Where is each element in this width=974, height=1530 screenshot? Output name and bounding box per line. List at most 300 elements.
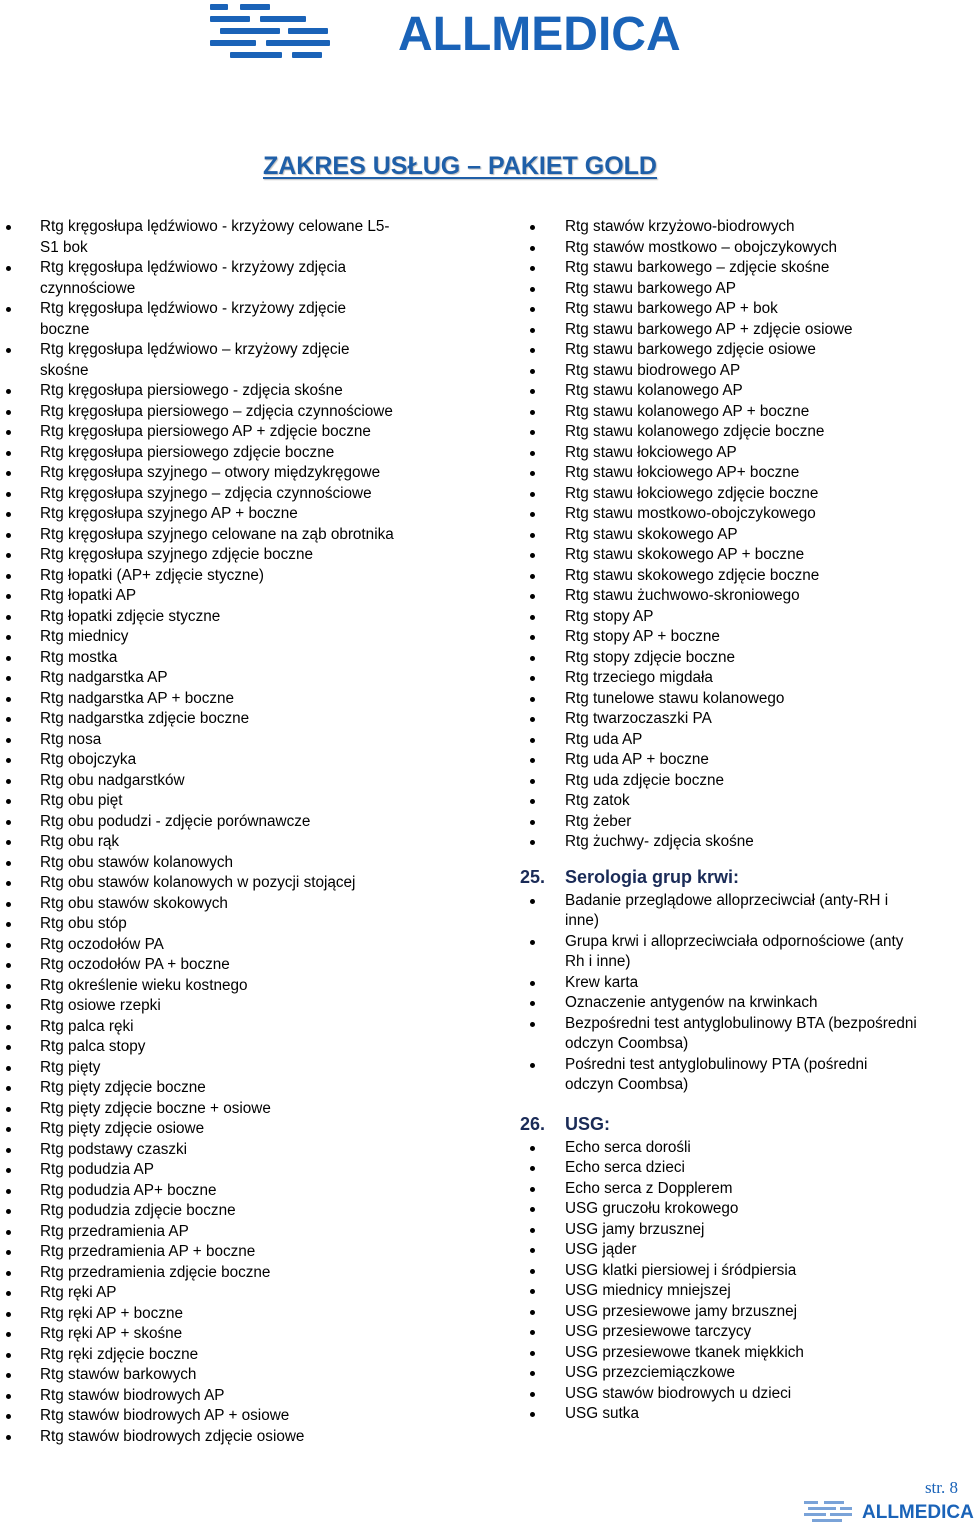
bullet-icon — [6, 1414, 11, 1419]
bullet-icon — [6, 1045, 11, 1050]
list-item — [520, 750, 960, 771]
list-item-text: Rtg łopatki zdjęcie styczne — [40, 607, 221, 625]
list-item-text: Rtg ręki AP + skośne — [40, 1325, 183, 1342]
bullet-icon — [530, 1022, 535, 1027]
bullet-icon — [6, 451, 11, 456]
list-item — [0, 812, 450, 833]
list-item — [520, 1158, 960, 1179]
list-item — [0, 504, 450, 525]
list-item-text: Rtg osiowe rzepki — [40, 997, 161, 1014]
bullet-icon — [530, 410, 535, 415]
list-item-text: Rtg nadgarstka zdjęcie boczne — [40, 710, 250, 727]
list-item-text: Rtg nosa — [40, 730, 102, 748]
footer-logo — [804, 1500, 974, 1526]
rtg-list-left — [0, 217, 450, 1447]
list-item — [0, 730, 450, 751]
bullet-icon — [530, 1392, 535, 1397]
list-item — [520, 1179, 960, 1200]
bullet-icon — [530, 758, 535, 763]
list-item-text: Rtg mostka — [40, 648, 118, 666]
list-item — [520, 258, 960, 279]
list-item-text: Rtg stopy zdjęcie boczne — [565, 648, 736, 666]
list-item-text: Rtg podudzia AP+ boczne — [40, 1181, 217, 1199]
list-item — [0, 1058, 450, 1079]
list-item-text: Rtg kręgosłupa lędźwiowo - krzyżowy zdjęcie boczne — [40, 300, 347, 338]
list-item — [0, 1078, 450, 1099]
bullet-icon — [530, 981, 535, 986]
list-item-text: Rtg stawów mostkowo – obojczykowych — [565, 238, 838, 256]
list-item — [520, 545, 960, 566]
logo-mark-icon — [210, 2, 340, 66]
list-item — [520, 607, 960, 628]
list-item — [0, 1324, 450, 1345]
list-item — [520, 668, 960, 689]
list-item — [520, 320, 960, 341]
bullet-icon — [530, 799, 535, 804]
bullet-icon — [6, 225, 11, 230]
list-item — [0, 1119, 450, 1140]
list-item-text: Rtg stawu żuchwowo-skroniowego — [565, 587, 800, 604]
list-item — [0, 1222, 450, 1243]
bullet-icon — [6, 840, 11, 845]
bullet-icon — [530, 1310, 535, 1315]
list-item-text: USG miednicy mniejszej — [565, 1282, 731, 1299]
bullet-icon — [6, 758, 11, 763]
list-item-text: Rtg stawu biodrowego AP — [565, 361, 741, 379]
section-heading — [520, 1114, 960, 1135]
bullet-icon — [530, 1063, 535, 1068]
list-item — [520, 993, 960, 1014]
list-item-text: Rtg stawu łokciowego AP+ boczne — [565, 464, 800, 481]
list-item-text: Rtg stawu kolanowego zdjęcie boczne — [565, 423, 825, 440]
bullet-icon — [530, 940, 535, 945]
list-item — [520, 1055, 960, 1096]
section-heading — [520, 867, 960, 888]
list-item — [0, 1283, 450, 1304]
list-item-text: Rtg stawów biodrowych AP + osiowe — [40, 1407, 290, 1424]
bullet-icon — [530, 512, 535, 517]
list-item — [520, 566, 960, 587]
list-item — [520, 484, 960, 505]
list-item-text: Rtg stawu mostkowo-obojczykowego — [565, 505, 816, 522]
list-item-text: Rtg uda AP + boczne — [565, 751, 709, 768]
bullet-icon — [530, 1207, 535, 1212]
list-item-text: Rtg stawu barkowego – zdjęcie skośne — [565, 259, 830, 276]
bullet-icon — [530, 307, 535, 312]
list-item-text: Pośredni test antyglobulinowy PTA (pośredni odczyn Coombsa) — [565, 1055, 868, 1093]
bullet-icon — [6, 574, 11, 579]
list-item-text: Rtg podudzia AP — [40, 1161, 154, 1178]
list-item — [520, 932, 960, 973]
list-item-text: Rtg obu stawów kolanowych w pozycji stojącej — [40, 874, 356, 891]
list-item-text: Rtg pięty zdjęcie osiowe — [40, 1120, 205, 1137]
list-item-text: Rtg przedramienia AP — [40, 1222, 189, 1240]
list-item-text: Rtg kręgosłupa szyjnego – zdjęcia czynnościowe — [40, 484, 372, 502]
list-item-text: Grupa krwi i alloprzeciwciała odpornościowe (anty Rh i inne) — [565, 932, 904, 970]
bullet-icon — [530, 1351, 535, 1356]
list-item-text: Rtg kręgosłupa piersiowego – zdjęcia czynnościowe — [40, 402, 393, 420]
list-item-text: Rtg kręgosłupa szyjnego celowane na ząb obrotnika — [40, 525, 394, 543]
footer-logo-mark-icon — [804, 1500, 854, 1526]
list-item — [0, 1201, 450, 1222]
list-item — [520, 217, 960, 238]
list-item — [0, 1263, 450, 1284]
list-item — [520, 1302, 960, 1323]
bullet-icon — [530, 287, 535, 292]
bullet-icon — [530, 348, 535, 353]
list-item-text: Badanie przeglądowe alloprzeciwciał (anty-RH i inne) — [565, 891, 889, 929]
list-item-text: Rtg tunelowe stawu kolanowego — [565, 689, 785, 707]
list-item — [0, 750, 450, 771]
list-item — [520, 832, 960, 853]
bullet-icon — [6, 1394, 11, 1399]
bullet-icon — [6, 1230, 11, 1235]
list-item — [0, 1242, 450, 1263]
bullet-icon — [6, 676, 11, 681]
list-item-text: Rtg ręki AP + boczne — [40, 1304, 183, 1322]
list-item — [0, 914, 450, 935]
bullet-icon — [530, 1371, 535, 1376]
list-item-text: Rtg stawu barkowego AP + zdjęcie osiowe — [565, 320, 853, 338]
brand-name: ALLMEDICA — [398, 7, 681, 61]
list-item-text: Rtg stawu skokowego zdjęcie boczne — [565, 566, 820, 584]
bullet-icon — [6, 471, 11, 476]
list-item — [0, 1037, 450, 1058]
list-item — [0, 648, 450, 669]
bullet-icon — [6, 1435, 11, 1440]
list-item — [0, 586, 450, 607]
bullet-icon — [6, 594, 11, 599]
list-item — [0, 566, 450, 587]
list-item — [520, 279, 960, 300]
list-item — [0, 1304, 450, 1325]
list-item-text: Rtg przedramienia zdjęcie boczne — [40, 1263, 271, 1281]
bullet-icon — [530, 738, 535, 743]
list-item-text: Rtg obu stawów kolanowych — [40, 853, 234, 871]
list-item-text: Rtg stawów biodrowych zdjęcie osiowe — [40, 1427, 305, 1445]
list-item — [0, 1386, 450, 1407]
bullet-icon — [530, 266, 535, 271]
bullet-icon — [6, 1107, 11, 1112]
bullet-icon — [530, 697, 535, 702]
list-item-text: Rtg stawu kolanowego AP + boczne — [565, 402, 810, 420]
list-item — [0, 668, 450, 689]
bullet-icon — [6, 943, 11, 948]
allmedica-logo — [210, 2, 681, 66]
bullet-icon — [6, 1127, 11, 1132]
list-item — [0, 832, 450, 853]
list-item — [0, 422, 450, 443]
bullet-icon — [6, 1066, 11, 1071]
section-number: 25. — [520, 866, 546, 887]
bullet-icon — [530, 471, 535, 476]
list-item-text: USG przesiewowe tarczycy — [565, 1323, 752, 1340]
list-item-text: Krew karta — [565, 973, 639, 991]
list-item — [0, 996, 450, 1017]
list-item-text: Rtg stawów barkowych — [40, 1366, 197, 1383]
list-item-text: Rtg kręgosłupa szyjnego zdjęcie boczne — [40, 546, 313, 563]
list-item — [520, 381, 960, 402]
sections — [520, 867, 960, 1425]
bullet-icon — [6, 492, 11, 497]
list-item — [0, 299, 450, 340]
bullet-icon — [530, 389, 535, 394]
bullet-icon — [530, 451, 535, 456]
list-item-text: Rtg kręgosłupa piersiowego AP + zdjęcie boczne — [40, 423, 371, 440]
list-item — [0, 689, 450, 710]
list-item-text: Rtg stawów biodrowych AP — [40, 1386, 225, 1404]
bullet-icon — [530, 1412, 535, 1417]
list-item — [0, 463, 450, 484]
list-item — [520, 443, 960, 464]
list-item-text: Rtg stawu skokowego AP — [565, 525, 738, 543]
bullet-icon — [6, 779, 11, 784]
page-number: str. 8 — [924, 1478, 958, 1497]
bullet-icon — [6, 1332, 11, 1337]
list-item-text: Rtg stawu skokowego AP + boczne — [565, 546, 805, 563]
bullet-icon — [6, 1353, 11, 1358]
list-item-text: Rtg uda AP — [565, 730, 643, 748]
list-item — [0, 1099, 450, 1120]
list-item — [0, 443, 450, 464]
bullet-icon — [6, 410, 11, 415]
bullet-icon — [6, 430, 11, 435]
list-item — [520, 1220, 960, 1241]
bullet-icon — [530, 899, 535, 904]
left-column — [0, 217, 450, 1447]
bullet-icon — [530, 676, 535, 681]
bullet-icon — [6, 697, 11, 702]
list-item-text: Oznaczenie antygenów na krwinkach — [565, 994, 818, 1011]
bullet-icon — [530, 369, 535, 374]
section-number: 26. — [520, 1113, 546, 1134]
section-list — [520, 1138, 960, 1425]
list-item-text: Rtg pięty — [40, 1058, 101, 1076]
list-item-text: Rtg zatok — [565, 792, 630, 809]
bullet-icon — [530, 430, 535, 435]
list-item — [0, 1345, 450, 1366]
page-title: ZAKRES USŁUG – PAKIET GOLD — [262, 152, 657, 180]
list-item — [0, 402, 450, 423]
bullet-icon — [6, 984, 11, 989]
list-item-text: Rtg uda zdjęcie boczne — [565, 771, 725, 789]
list-item-text: Rtg podstawy czaszki — [40, 1140, 188, 1158]
bullet-icon — [6, 553, 11, 558]
section-title: Serologia grup krwi: — [565, 866, 740, 887]
list-item-text: Rtg kręgosłupa szyjnego – otwory międzykręgowe — [40, 464, 381, 481]
bullet-icon — [6, 963, 11, 968]
bullet-icon — [6, 861, 11, 866]
list-item-text: Rtg kręgosłupa lędźwiowo - krzyżowy celowane L5- S1 bok — [40, 218, 390, 256]
list-item-text: Rtg palca stopy — [40, 1038, 146, 1055]
list-item — [520, 973, 960, 994]
list-item-text: Rtg obu podudzi - zdjęcie porównawcze — [40, 812, 311, 830]
bullet-icon — [6, 307, 11, 312]
list-item — [520, 1138, 960, 1159]
list-item — [0, 607, 450, 628]
bullet-icon — [530, 820, 535, 825]
bullet-icon — [6, 1189, 11, 1194]
bullet-icon — [530, 1166, 535, 1171]
list-item — [520, 402, 960, 423]
bullet-icon — [6, 1250, 11, 1255]
bullet-icon — [6, 1373, 11, 1378]
bullet-icon — [6, 881, 11, 886]
list-item-text: Rtg miednicy — [40, 628, 129, 645]
bullet-icon — [6, 656, 11, 661]
list-item-text: Rtg stawu barkowego zdjęcie osiowe — [565, 341, 816, 358]
list-item — [520, 340, 960, 361]
list-item — [0, 484, 450, 505]
list-item-text: Rtg stopy AP + boczne — [565, 628, 720, 645]
bullet-icon — [530, 1248, 535, 1253]
list-item-text: USG stawów biodrowych u dzieci — [565, 1384, 792, 1402]
list-item — [0, 771, 450, 792]
bullet-icon — [6, 820, 11, 825]
list-item — [0, 853, 450, 874]
bullet-icon — [6, 717, 11, 722]
bullet-icon — [530, 615, 535, 620]
bullet-icon — [6, 512, 11, 517]
list-item — [520, 299, 960, 320]
bullet-icon — [6, 1271, 11, 1276]
list-item — [0, 873, 450, 894]
bullet-icon — [530, 1330, 535, 1335]
bullet-icon — [6, 615, 11, 620]
list-item-text: USG przesiewowe tkanek miękkich — [565, 1343, 804, 1361]
bullet-icon — [6, 348, 11, 353]
list-item-text: Rtg stawów krzyżowo-biodrowych — [565, 218, 795, 235]
list-item — [520, 238, 960, 259]
footer-brand: ALLMEDICA — [862, 1502, 974, 1523]
list-item — [520, 730, 960, 751]
list-item-text: Rtg twarzoczaszki PA — [565, 710, 712, 727]
bullet-icon — [530, 328, 535, 333]
list-item-text: Rtg łopatki (AP+ zdjęcie styczne) — [40, 566, 265, 584]
list-item — [520, 648, 960, 669]
bullet-icon — [530, 594, 535, 599]
list-item-text: Rtg stopy AP — [565, 607, 654, 625]
list-item-text: Rtg kręgosłupa szyjnego AP + boczne — [40, 505, 298, 522]
list-item — [520, 1014, 960, 1055]
list-item-text: USG przezciemiączkowe — [565, 1364, 736, 1381]
list-item — [0, 1160, 450, 1181]
list-item — [520, 422, 960, 443]
list-item-text: Rtg kręgosłupa lędźwiowo - krzyżowy zdjęcia czynnościowe — [40, 259, 347, 297]
list-item-text: Rtg kręgosłupa lędźwiowo – krzyżowy zdjęcie skośne — [40, 341, 350, 379]
bullet-icon — [6, 1086, 11, 1091]
list-item — [520, 504, 960, 525]
bullet-icon — [6, 1312, 11, 1317]
list-item-text: Rtg oczodołów PA + boczne — [40, 956, 230, 973]
bullet-icon — [530, 1289, 535, 1294]
list-item-text: Rtg żuchwy- zdjęcia skośne — [565, 833, 754, 850]
bullet-icon — [530, 1146, 535, 1151]
list-item — [0, 627, 450, 648]
list-item — [520, 1240, 960, 1261]
list-item — [0, 340, 450, 381]
bullet-icon — [6, 389, 11, 394]
list-item-text: Rtg obu pięt — [40, 792, 123, 809]
list-item — [520, 1322, 960, 1343]
list-item — [0, 709, 450, 730]
section-list — [520, 891, 960, 1096]
bullet-icon — [530, 656, 535, 661]
list-item — [0, 381, 450, 402]
list-item-text: Rtg stawu łokciowego zdjęcie boczne — [565, 484, 819, 502]
bullet-icon — [530, 635, 535, 640]
list-item — [520, 586, 960, 607]
list-item-text: Rtg przedramienia AP + boczne — [40, 1243, 256, 1260]
list-item-text: Rtg obojczyka — [40, 751, 137, 768]
rtg-list-right — [520, 217, 960, 853]
list-item-text: Rtg stawu łokciowego AP — [565, 443, 737, 461]
list-item — [520, 1404, 960, 1425]
list-item — [520, 525, 960, 546]
list-item — [0, 1406, 450, 1427]
list-item — [520, 627, 960, 648]
list-item-text: USG przesiewowe jamy brzusznej — [565, 1302, 798, 1320]
list-item — [520, 1384, 960, 1405]
bullet-icon — [530, 574, 535, 579]
bullet-icon — [6, 533, 11, 538]
list-item — [0, 545, 450, 566]
list-item-text: Rtg łopatki AP — [40, 587, 137, 604]
bullet-icon — [6, 1209, 11, 1214]
list-item-text: Rtg kręgosłupa piersiowego - zdjęcia skośne — [40, 382, 343, 399]
bullet-icon — [6, 635, 11, 640]
list-item-text: Rtg trzeciego migdała — [565, 669, 713, 686]
right-column — [520, 217, 960, 1425]
bullet-icon — [530, 225, 535, 230]
list-item-text: Echo serca dorośli — [565, 1138, 691, 1156]
list-item — [0, 1427, 450, 1448]
list-item-text: Rtg obu stawów skokowych — [40, 894, 228, 912]
bullet-icon — [6, 266, 11, 271]
list-item — [0, 1017, 450, 1038]
list-item-text: Rtg ręki AP — [40, 1284, 117, 1301]
list-item-text: Echo serca z Dopplerem — [565, 1179, 733, 1197]
bullet-icon — [6, 1148, 11, 1153]
list-item — [0, 1140, 450, 1161]
list-item-text: Bezpośredni test antyglobulinowy BTA (bezpośredni odczyn Coombsa) — [565, 1014, 917, 1052]
list-item-text: Rtg nadgarstka AP + boczne — [40, 689, 235, 707]
list-item-text: USG jąder — [565, 1241, 637, 1258]
list-item — [520, 891, 960, 932]
list-item-text: Rtg żeber — [565, 812, 632, 830]
list-item — [520, 1261, 960, 1282]
bullet-icon — [6, 1168, 11, 1173]
list-item-text: Echo serca dzieci — [565, 1159, 685, 1176]
list-item — [0, 258, 450, 299]
bullet-icon — [6, 1025, 11, 1030]
list-item — [520, 1281, 960, 1302]
bullet-icon — [530, 840, 535, 845]
list-item — [520, 1363, 960, 1384]
list-item — [0, 525, 450, 546]
list-item-text: Rtg obu nadgarstków — [40, 771, 185, 789]
list-item — [520, 791, 960, 812]
bullet-icon — [530, 1187, 535, 1192]
list-item — [520, 1199, 960, 1220]
list-item-text: Rtg pięty zdjęcie boczne + osiowe — [40, 1099, 271, 1117]
bullet-icon — [530, 246, 535, 251]
list-item-text: USG sutka — [565, 1405, 639, 1422]
list-item-text: Rtg stawu barkowego AP + bok — [565, 300, 778, 317]
list-item — [0, 1181, 450, 1202]
bullet-icon — [530, 1269, 535, 1274]
bullet-icon — [530, 533, 535, 538]
